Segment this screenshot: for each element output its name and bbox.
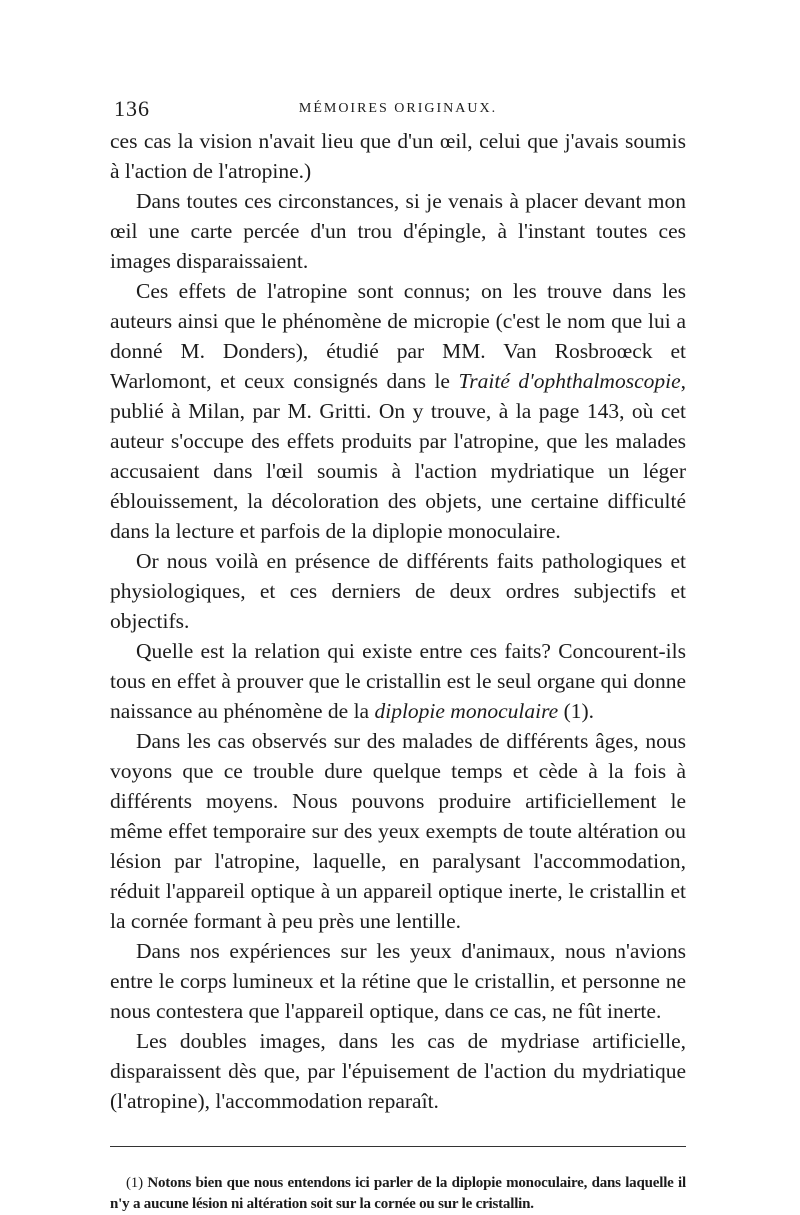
paragraph-text: ces cas la vision n'avait lieu que d'un œil, celui que j'avais soumis à l'action de l'atropine.)	[110, 129, 686, 183]
running-head: MÉMOIRES ORIGINAUX.	[298, 101, 498, 116]
paragraph-text: Dans toutes ces circonstances, si je venais à placer devant mon œil une carte percée d'un trou d'épingle, à l'instant toutes ces images disparaissaient.	[110, 189, 686, 273]
italic-text: diplopie monoculaire	[374, 699, 559, 723]
paragraph-text: (1).	[558, 699, 595, 723]
italic-text: Traité d'ophthalmoscopie	[458, 369, 681, 393]
footnote-text: Notons bien que nous entendons ici parler de la diplopie monoculaire, dans laquelle il n'y a aucune lésion ni altération soit sur la cornée ou sur le cristallin.	[110, 1175, 686, 1212]
paragraph-text: Dans nos expériences sur les yeux d'animaux, nous n'avions entre le corps lumineux et la rétine que le cristallin, et personne ne nous contestera que l'appareil optique, dans ce cas, ne fût inerte.	[110, 939, 686, 1023]
paragraph-text: Or nous voilà en présence de différents faits pathologiques et physiologiques, et ces derniers de deux ordres subjectifs et objectifs.	[110, 549, 686, 633]
paragraph-text: Ces effets de l'atropine sont connus; on les trouve dans les auteurs ainsi que le phénomène de micropie (c'est le nom que lui a donné M. Donders), étudié par MM. Van Rosbroœck et Warlomont, et ceux consignés dans le	[110, 279, 686, 393]
paragraph	[110, 126, 686, 186]
paragraph	[110, 936, 686, 1026]
page-number: 136	[114, 96, 150, 121]
body-text	[110, 126, 686, 1116]
book-page	[110, 96, 686, 1215]
paragraph	[110, 186, 686, 276]
footnote	[110, 1173, 686, 1215]
paragraph	[110, 726, 686, 936]
paragraph-text: , publié à Milan, par M. Gritti. On y trouve, à la page 143, où cet auteur s'occupe des effets produits par l'atropine, que les malades accusaient dans l'œil soumis à l'action mydriatique un léger éblouissement, la décoloration des objets, une certaine difficulté dans la lecture et parfois de la diplopie monoculaire.	[110, 369, 686, 543]
footnote-rule	[110, 1146, 686, 1147]
paragraph-text: Quelle est la relation qui existe entre ces faits? Concourent-ils tous en effet à prouver que le cristallin est le seul organe qui donne naissance au phénomène de la	[110, 639, 686, 723]
paragraph	[110, 276, 686, 546]
paragraph-text: Dans les cas observés sur des malades de différents âges, nous voyons que ce trouble dure quelque temps et cède à la fois à différents moyens. Nous pouvons produire artificiellement le même effet temporaire sur des yeux exempts de toute altération ou lésion par l'atropine, laquelle, en paralysant l'accommodation, réduit l'appareil optique à un appareil optique inerte, le cristallin et la cornée formant à peu près une lentille.	[110, 729, 686, 933]
page-header	[110, 96, 686, 126]
paragraph	[110, 546, 686, 636]
paragraph-text: Les doubles images, dans les cas de mydriase artificielle, disparaissent dès que, par l'épuisement de l'action du mydriatique (l'atropine), l'accommodation reparaît.	[110, 1029, 686, 1113]
paragraph	[110, 1026, 686, 1116]
paragraph	[110, 636, 686, 726]
footnote-marker: (1)	[126, 1175, 143, 1191]
